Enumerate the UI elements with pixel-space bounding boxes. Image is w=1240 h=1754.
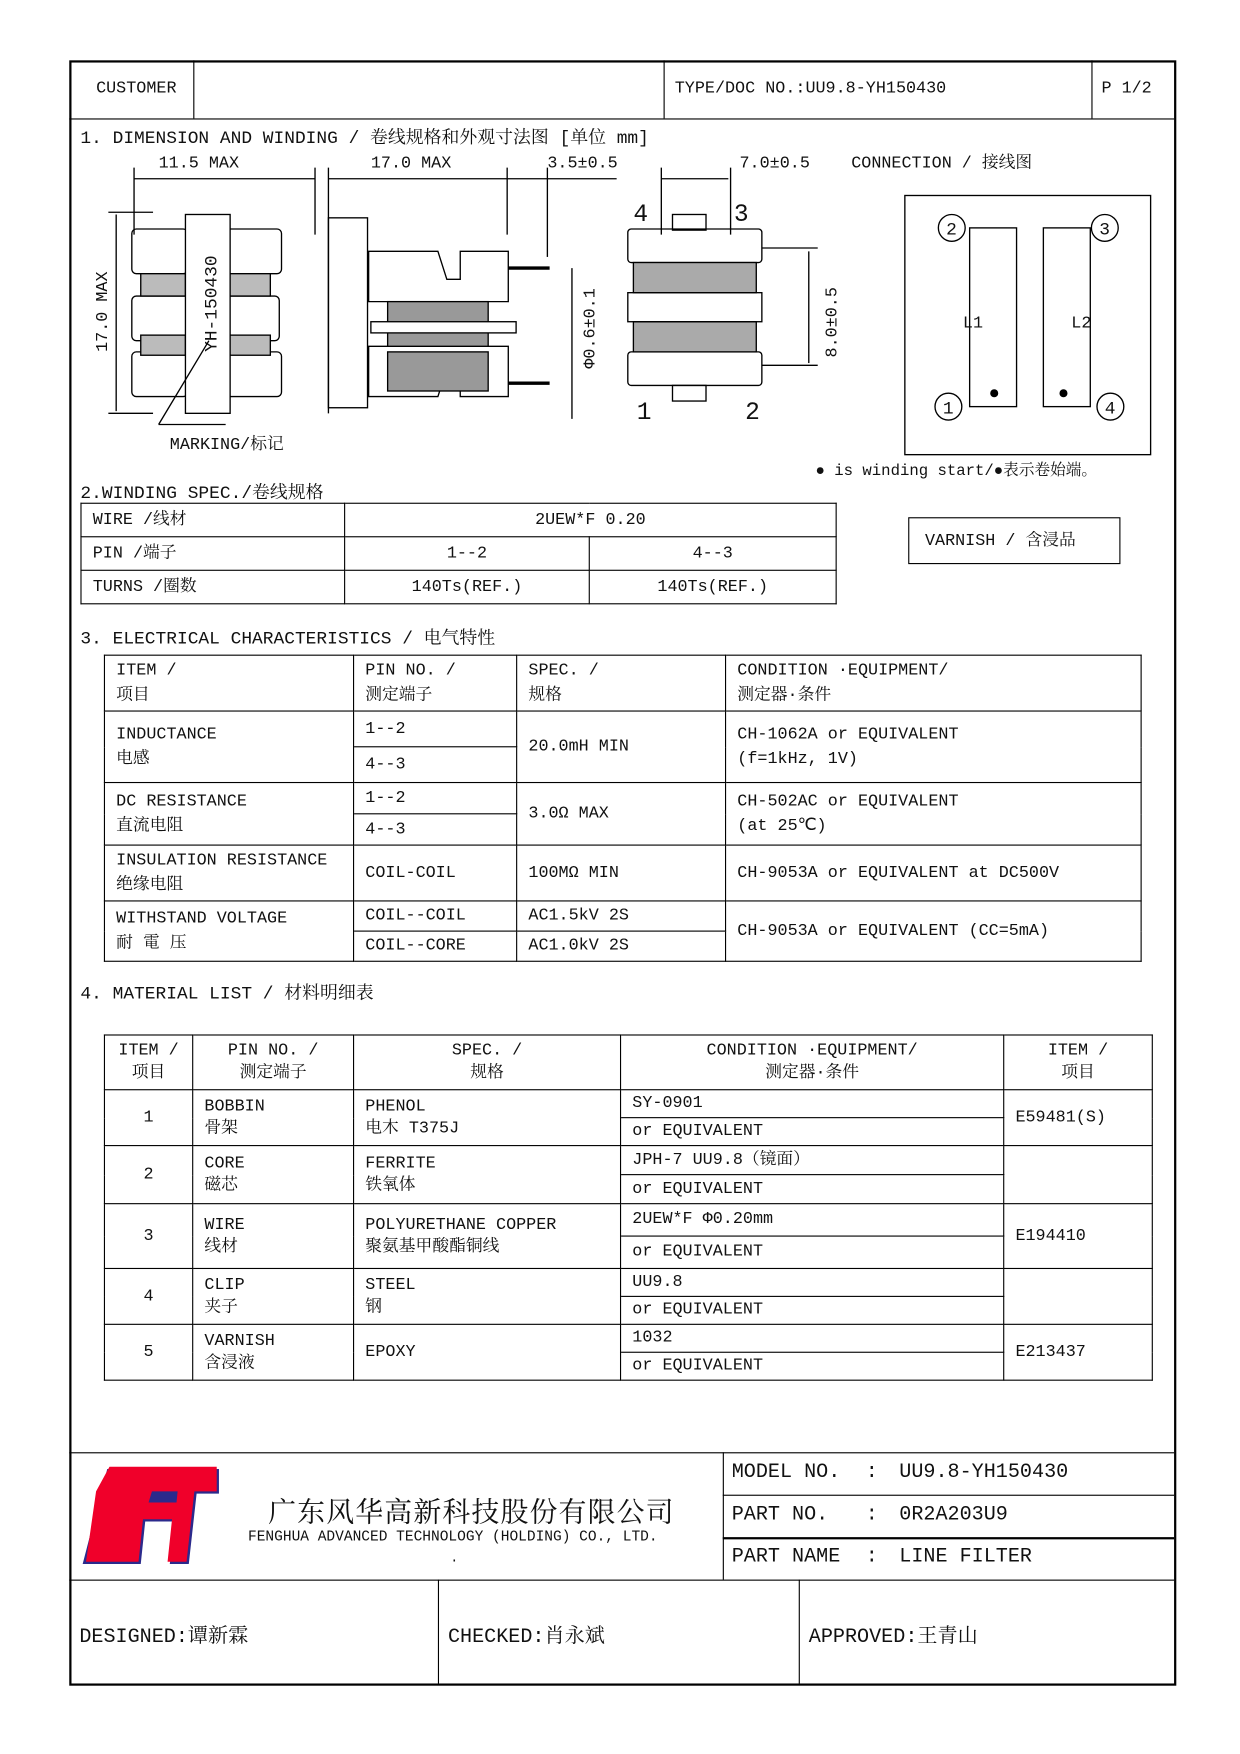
divider: [69, 1580, 1174, 1581]
row-label: PIN /端子: [81, 537, 345, 571]
part-no-label: PART NO.: [731, 1503, 829, 1526]
page-number: P 1/2: [1101, 79, 1152, 99]
divider: [193, 60, 194, 118]
marking-text: YH-150430: [202, 255, 223, 352]
item: INSULATION RESISTANCE 绝缘电阻: [104, 845, 353, 901]
item-condition: or EQUIVALENT: [621, 1352, 1004, 1380]
cell: 140Ts(REF.): [345, 570, 590, 604]
item-condition: or EQUIVALENT: [621, 1236, 1004, 1268]
divider: [438, 1580, 439, 1684]
header-cell: ITEM / 项目: [104, 655, 353, 711]
header-cell: ITEM / 项目: [104, 1035, 192, 1090]
section-4-title: 4. MATERIAL LIST / 材料明细表: [80, 984, 374, 1005]
item-no: 5: [104, 1324, 192, 1380]
pin: 4--3: [354, 747, 517, 783]
marking-label: MARKING/标记: [169, 436, 284, 456]
company-name-en: FENGHUA ADVANCED TECHNOLOGY (HOLDING) CO., LTD.: [247, 1528, 658, 1545]
item-condition: or EQUIVALENT: [621, 1296, 1004, 1324]
table-row: [104, 1090, 1152, 1118]
dim-pin-pitch: 7.0±0.5: [739, 154, 810, 174]
table-row: [104, 901, 1141, 931]
coil-l2-label: L2: [1071, 314, 1092, 334]
table-row: [81, 570, 836, 604]
spec: 3.0Ω MAX: [517, 783, 726, 846]
item-ul: [1004, 1146, 1153, 1204]
condition: CH-1062A or EQUIVALENT (f=1kHz, 1V): [726, 711, 1142, 782]
pin-3-label: 3: [733, 202, 749, 230]
conn-pin-1: 1: [942, 399, 954, 420]
table-row: [81, 537, 836, 571]
checked-by: CHECKED:肖永斌: [447, 1626, 605, 1649]
section-2-title: 2.WINDING SPEC./卷线规格: [80, 483, 324, 504]
item-no: 4: [104, 1268, 192, 1324]
varnish-box: VARNISH / 含浸品: [908, 517, 1120, 564]
item-no: 2: [104, 1146, 192, 1204]
model-value: UU9.8-YH150430: [899, 1461, 1069, 1484]
item-spec: FERRITE 铁氧体: [354, 1146, 621, 1204]
table-row: [81, 503, 836, 537]
divider: [69, 118, 1174, 119]
connection-title: CONNECTION / 接线图: [851, 154, 1033, 174]
pin: 4--3: [354, 814, 517, 845]
material-table: [104, 1034, 1153, 1380]
row-label: WIRE /线材: [81, 503, 345, 537]
cell: 140Ts(REF.): [589, 570, 836, 604]
conn-pin-4: 4: [1104, 399, 1116, 420]
item-no: 3: [104, 1204, 192, 1269]
item-condition: or EQUIVALENT: [621, 1175, 1004, 1204]
header-cell: CONDITION ·EQUIPMENT/ 测定器·条件: [621, 1035, 1004, 1090]
top-view: [94, 155, 315, 456]
item-condition: 1032: [621, 1324, 1004, 1352]
spec: AC1.0kV 2S: [517, 931, 726, 961]
pin: 1--2: [354, 783, 517, 814]
pin: COIL--COIL: [354, 901, 517, 931]
header-cell: SPEC. / 规格: [354, 1035, 621, 1090]
table-row: [104, 1204, 1152, 1236]
item-condition: 2UEW*F Φ0.20mm: [621, 1204, 1004, 1236]
divider: [1091, 60, 1092, 118]
part-name-value: LINE FILTER: [899, 1546, 1033, 1569]
dim-pin-span: 8.0±0.5: [823, 287, 843, 358]
doc-number: TYPE/DOC NO.:UU9.8-YH150430: [674, 79, 947, 99]
model-label: MODEL NO.: [731, 1461, 841, 1484]
pin-1-label: 1: [636, 399, 652, 427]
table-row: [104, 1268, 1152, 1296]
side-view: [328, 155, 617, 419]
dim-width: 11.5 MAX: [158, 154, 240, 174]
winding-start-note: ● is winding start/●表示卷始端。: [815, 462, 1098, 481]
conn-pin-2: 2: [946, 220, 957, 241]
item-ul: E59481(S): [1004, 1090, 1153, 1146]
company-dot: .: [450, 1550, 459, 1567]
condition: CH-502AC or EQUIVALENT (at 25℃): [726, 783, 1142, 846]
dim-pin-length: 3.5±0.5: [547, 154, 618, 174]
item-condition: JPH-7 UU9.8（镜面）: [621, 1146, 1004, 1175]
connection-diagram: [851, 153, 1150, 455]
pin-2-label: 2: [745, 399, 760, 427]
item-name: VARNISH 含浸液: [193, 1324, 354, 1380]
front-view: [628, 155, 843, 427]
section-3-title: 3. ELECTRICAL CHARACTERISTICS / 电气特性: [80, 628, 496, 650]
condition: CH-9053A or EQUIVALENT (CC=5mA): [726, 901, 1142, 961]
header-cell: PIN NO. / 测定端子: [193, 1035, 354, 1090]
header-cell: PIN NO. / 测定端子: [354, 655, 517, 711]
table-row: [104, 1146, 1152, 1175]
dim-length: 17.0 MAX: [370, 154, 452, 174]
company-logo: [80, 1466, 220, 1567]
item-ul: E213437: [1004, 1324, 1153, 1380]
item-condition: or EQUIVALENT: [621, 1118, 1004, 1146]
part-name-label: PART NAME: [731, 1546, 841, 1569]
dim-pin-diameter: Φ0.6±0.1: [581, 288, 601, 369]
item-spec: EPOXY: [354, 1324, 621, 1380]
electrical-table: [104, 655, 1142, 962]
condition: CH-9053A or EQUIVALENT at DC500V: [726, 845, 1142, 901]
cell: 1--2: [345, 537, 590, 571]
dim-height: 17.0 MAX: [94, 271, 114, 352]
item: WITHSTAND VOLTAGE 耐 電 压: [104, 901, 353, 961]
divider: [723, 1452, 724, 1579]
pin: COIL--CORE: [354, 931, 517, 961]
spec: 20.0mH MIN: [517, 711, 726, 782]
company-name-cn: 广东风华高新科技股份有限公司: [268, 1495, 675, 1529]
separator: :: [865, 1461, 878, 1484]
divider: [799, 1580, 800, 1684]
table-row: [104, 711, 1141, 747]
row-label: TURNS /圈数: [81, 570, 345, 604]
conn-pin-3: 3: [1099, 220, 1110, 241]
item-spec: STEEL 钢: [354, 1268, 621, 1324]
designed-by: DESIGNED:谭新霖: [79, 1626, 249, 1649]
pin-4-label: 4: [633, 202, 649, 230]
cell: 2UEW*F 0.20: [345, 503, 837, 537]
customer-label: CUSTOMER: [96, 79, 177, 99]
approved-by: APPROVED:王青山: [808, 1626, 978, 1649]
item-name: CORE 磁芯: [193, 1146, 354, 1204]
divider: [723, 1537, 1174, 1539]
table-row: [104, 845, 1141, 901]
item-name: WIRE 线材: [193, 1204, 354, 1269]
item: DC RESISTANCE 直流电阻: [104, 783, 353, 846]
header-cell: CONDITION ·EQUIPMENT/ 测定器·条件: [726, 655, 1142, 711]
coil-l1-label: L1: [962, 314, 984, 334]
dimension-drawing: [69, 145, 1175, 480]
item-name: BOBBIN 骨架: [193, 1090, 354, 1146]
divider: [664, 60, 665, 118]
item-no: 1: [104, 1090, 192, 1146]
winding-spec-table: [80, 503, 836, 605]
item-spec: PHENOL 电木 T375J: [354, 1090, 621, 1146]
separator: :: [865, 1503, 878, 1526]
table-header: [104, 1035, 1152, 1090]
pin: COIL-COIL: [354, 845, 517, 901]
cell: 4--3: [589, 537, 836, 571]
item-ul: [1004, 1268, 1153, 1324]
spec: AC1.5kV 2S: [517, 901, 726, 931]
item-name: CLIP 夹子: [193, 1268, 354, 1324]
divider: [723, 1495, 1174, 1496]
item-condition: SY-0901: [621, 1090, 1004, 1118]
item-ul: E194410: [1004, 1204, 1153, 1269]
table-header: [104, 655, 1141, 711]
item: INDUCTANCE 电感: [104, 711, 353, 782]
spec: 100MΩ MIN: [517, 845, 726, 901]
divider: [69, 1452, 1174, 1453]
pin: 1--2: [354, 711, 517, 747]
item-spec: POLYURETHANE COPPER 聚氨基甲酸酯铜线: [354, 1204, 621, 1269]
separator: :: [865, 1546, 878, 1569]
table-row: [104, 1324, 1152, 1352]
header-cell: ITEM / 项目: [1004, 1035, 1153, 1090]
item-condition: UU9.8: [621, 1268, 1004, 1296]
table-row: [104, 783, 1141, 814]
section-1-title: 1. DIMENSION AND WINDING / 卷线规格和外观寸法图 [单位 mm]: [80, 128, 649, 149]
header-cell: SPEC. / 规格: [517, 655, 726, 711]
part-no-value: 0R2A203U9: [899, 1503, 1008, 1526]
